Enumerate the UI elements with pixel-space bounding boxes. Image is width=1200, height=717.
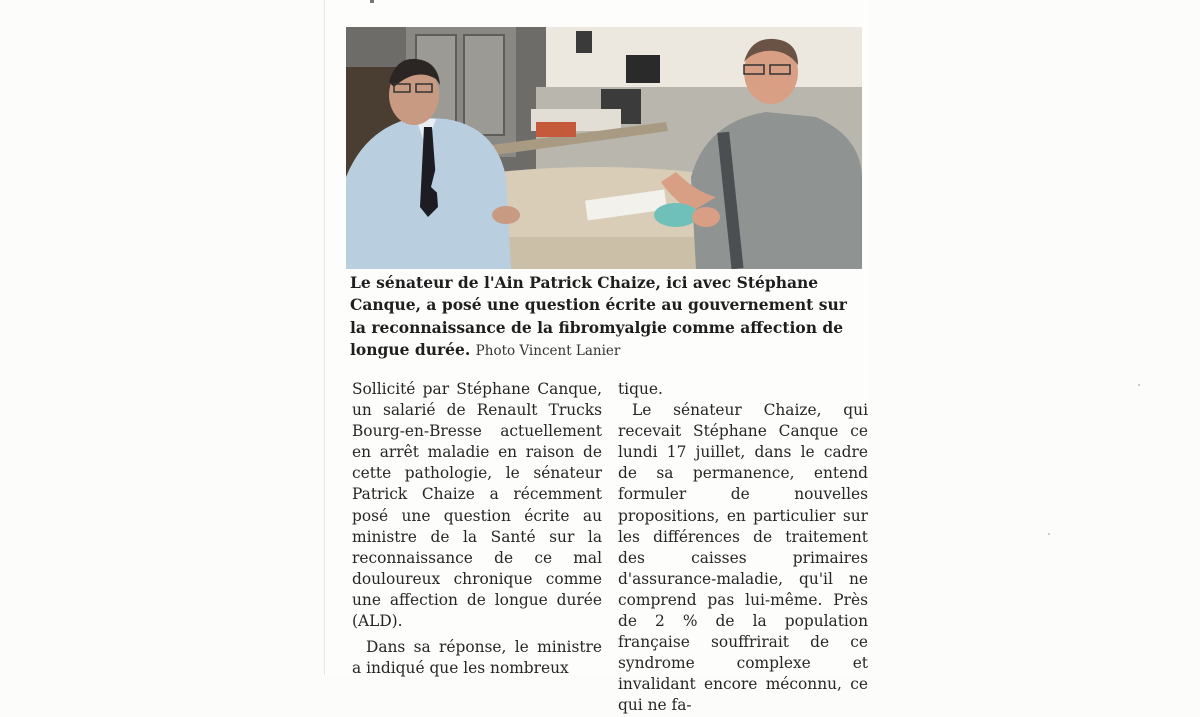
paragraph: Dans sa réponse, le ministre a indiqué que les nombreux — [352, 638, 602, 678]
photo-credit: Photo Vincent Lanier — [475, 342, 621, 359]
photo-caption — [350, 272, 862, 362]
print-mark — [370, 0, 374, 3]
scan-speck — [1048, 533, 1050, 535]
paragraph: tique. — [618, 380, 663, 398]
article-photo — [346, 27, 862, 269]
caption-text: Le sénateur de l'Ain Patrick Chaize, ici avec Stéphane Canque, a posé une question écrite au gouvernement sur la reconnaissance de la fibromyalgie comme affection de longue durée. — [350, 273, 847, 359]
article-column-left — [352, 379, 602, 679]
paragraph: Sollicité par Stéphane Canque, un salarié de Renault Trucks Bourg-en-Bresse actuellement en arrêt maladie en raison de cette pathologie, le sénateur Patrick Chaize a récemment posé une question écrite au ministre de la Santé sur la reconnaissance de ce mal douloureux chronique comme une affection de longue durée (ALD). — [352, 380, 602, 631]
article-column-right — [618, 379, 868, 717]
scan-speck — [1138, 384, 1140, 386]
paragraph: Le sénateur Chaize, qui recevait Stéphane Canque ce lundi 17 juillet, dans le cadre de sa permanence, entend formuler de nouvelles propositions, en particulier sur les différences de traitement des caisses primaires d'assurance-maladie, qu'il ne comprend pas lui-même. Près de 2 % de la population française souffrirait de ce syndrome complexe et invalidant encore méconnu, ce qui ne fa- — [618, 401, 868, 715]
